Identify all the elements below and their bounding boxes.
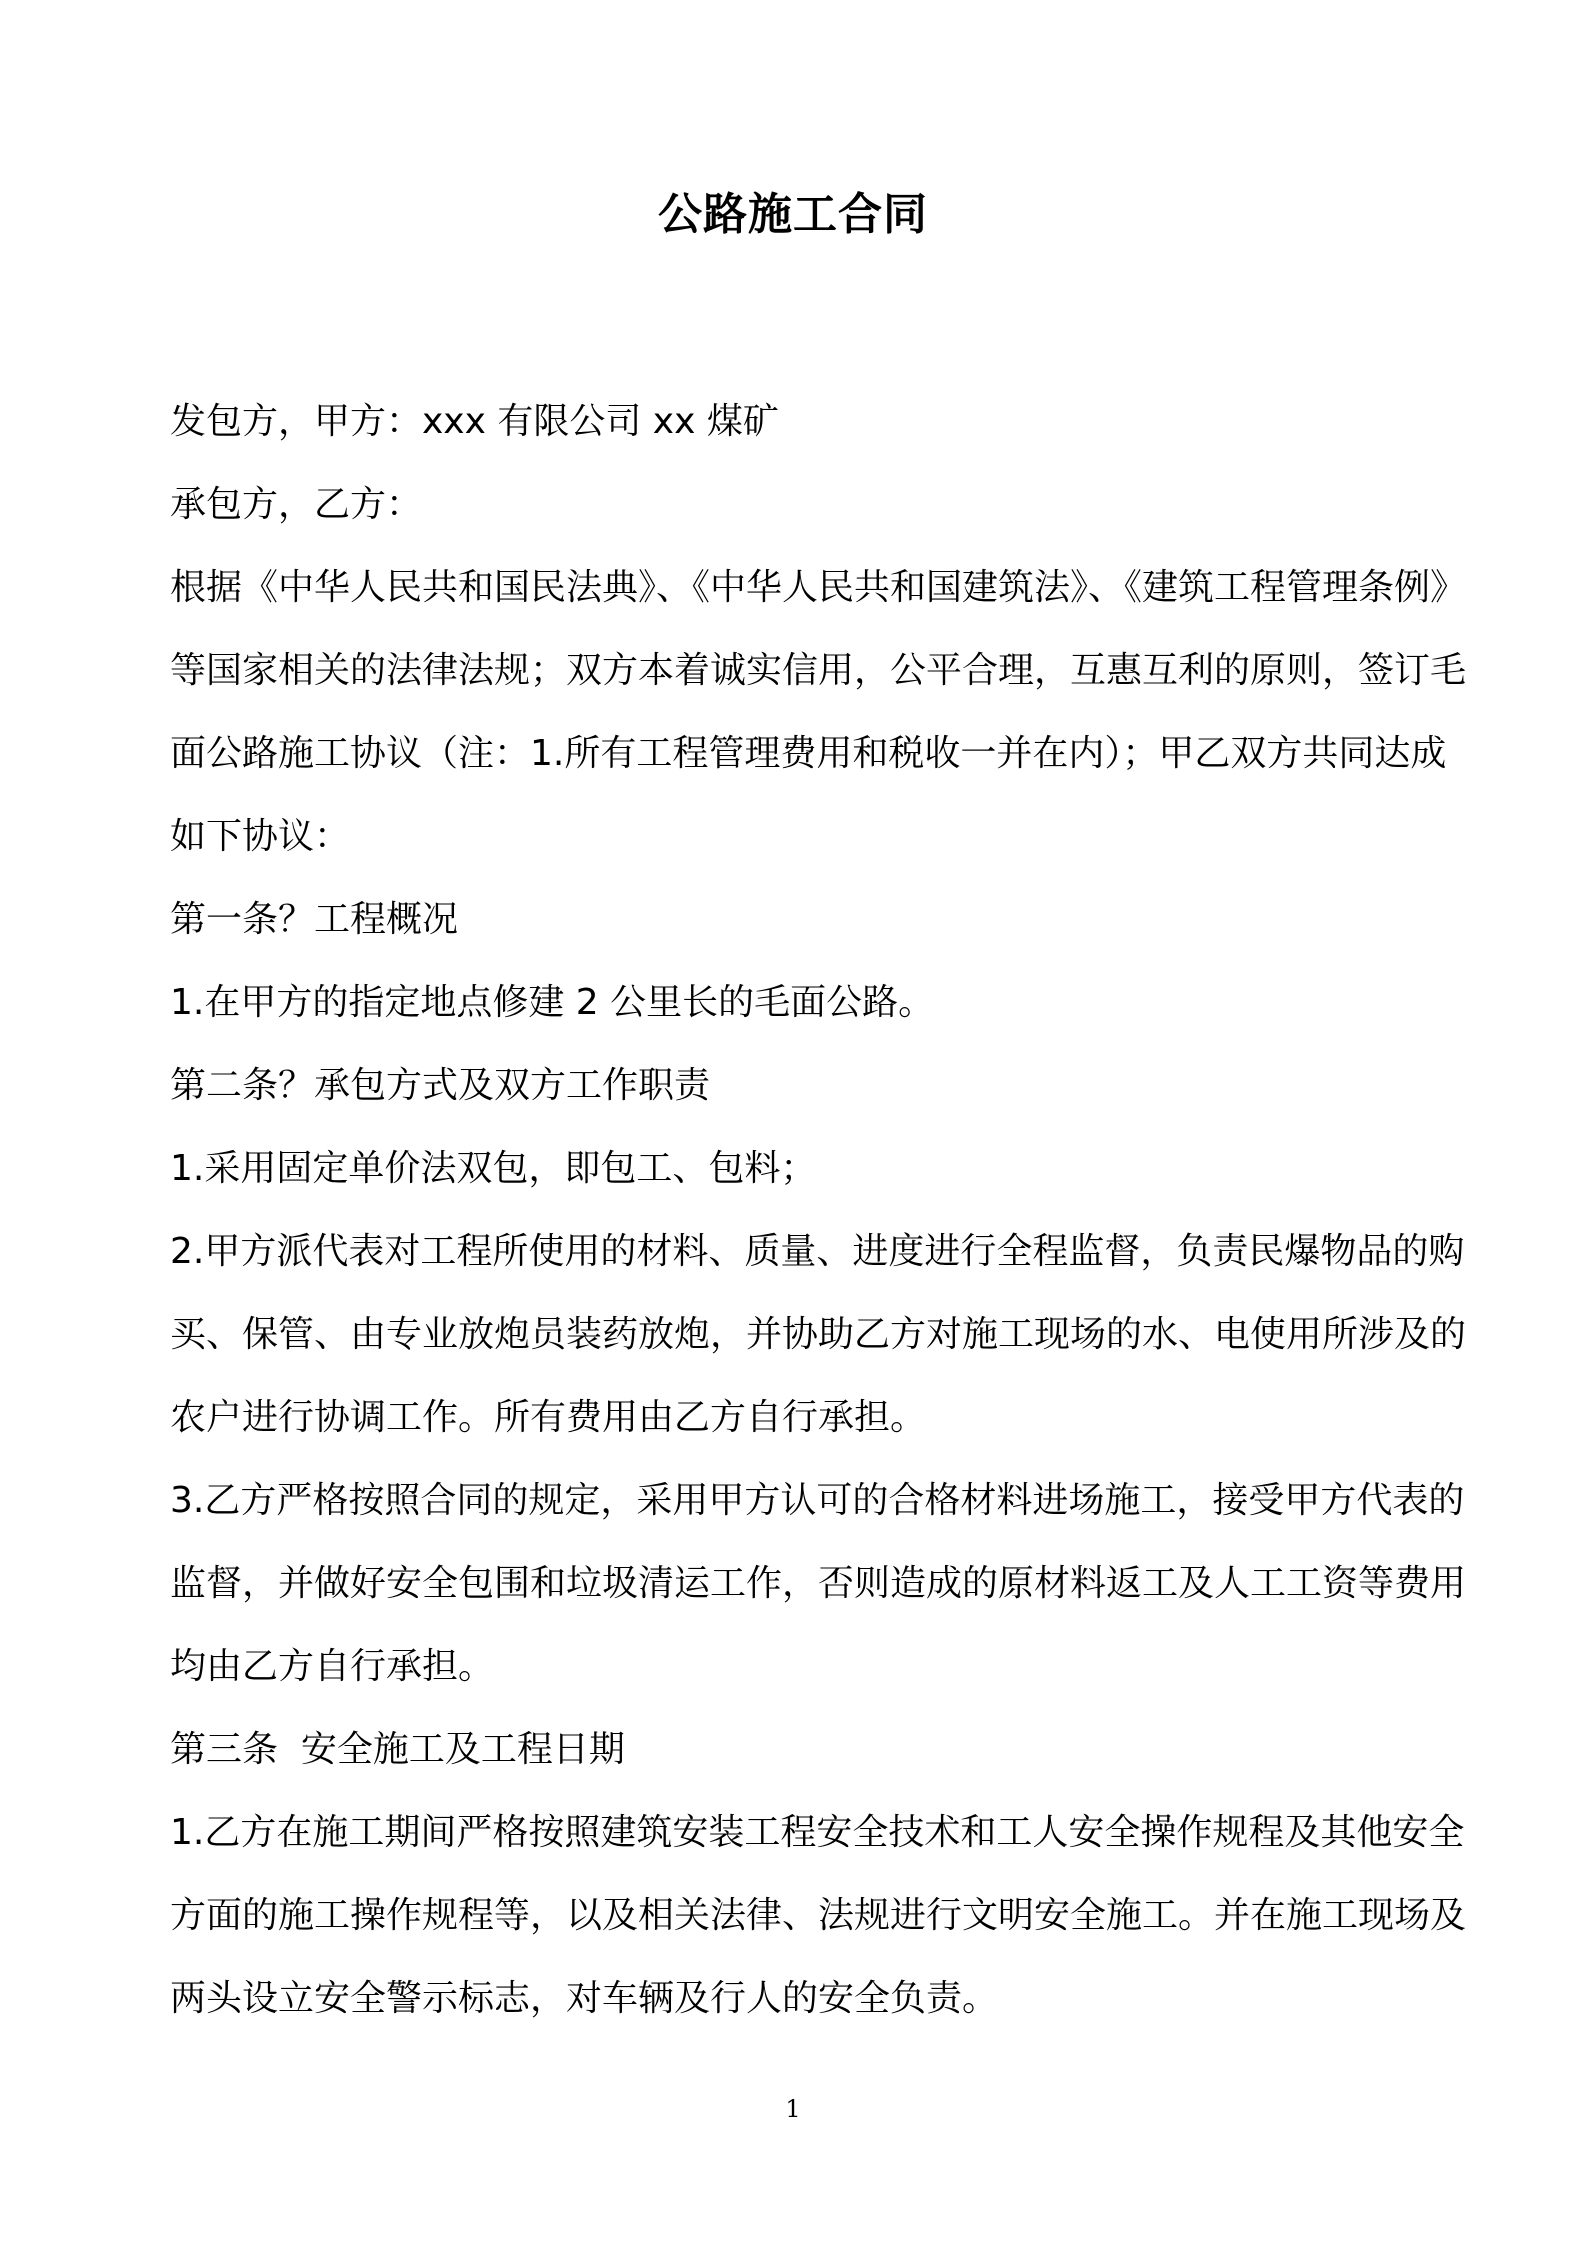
article-1-heading: 第一条？工程概况 (170, 899, 459, 940)
party-b-line: 承包方，乙方： (170, 484, 423, 525)
party-a-line: 发包方，甲方：xxx 有限公司 xx 煤矿 (170, 401, 779, 442)
document-body (170, 380, 1480, 2040)
page-number: 1 (785, 2095, 801, 2123)
preamble-paragraph: 根据《中华人民共和国民法典》、《中华人民共和国建筑法》、《建筑工程管理条例》等国家相关的法律法规；双方本着诚实信用，公平合理，互惠互利的原则，签订毛面公路施工协议（注：1.所有工程管理费用和税收一并在内）；甲乙双方共同达成如下协议： (170, 567, 1467, 857)
article-2-item-1: 1.采用固定单价法双包，即包工、包料； (170, 1148, 817, 1189)
article-2-item-3: 3.乙方严格按照合同的规定，采用甲方认可的合格材料进场施工，接受甲方代表的监督，并做好安全包围和垃圾清运工作，否则造成的原材料返工及人工工资等费用均由乙方自行承担。 (170, 1480, 1467, 1687)
article-2-item-2: 2.甲方派代表对工程所使用的材料、质量、进度进行全程监督，负责民爆物品的购买、保管、由专业放炮员装药放炮，并协助乙方对施工现场的水、电使用所涉及的农户进行协调工作。所有费用由乙方自行承担。 (170, 1231, 1467, 1438)
article-2-heading: 第二条？承包方式及双方工作职责 (170, 1065, 711, 1106)
article-3-heading: 第三条 安全施工及工程日期 (170, 1729, 625, 1770)
page-title: 公路施工合同 (658, 189, 928, 240)
article-3-item-1: 1.乙方在施工期间严格按照建筑安装工程安全技术和工人安全操作规程及其他安全方面的施工操作规程等，以及相关法律、法规进行文明安全施工。并在施工现场及两头设立安全警示标志，对车辆及行人的安全负责。 (170, 1812, 1467, 2019)
article-1-item-1: 1.在甲方的指定地点修建 2 公里长的毛面公路。 (170, 982, 935, 1023)
